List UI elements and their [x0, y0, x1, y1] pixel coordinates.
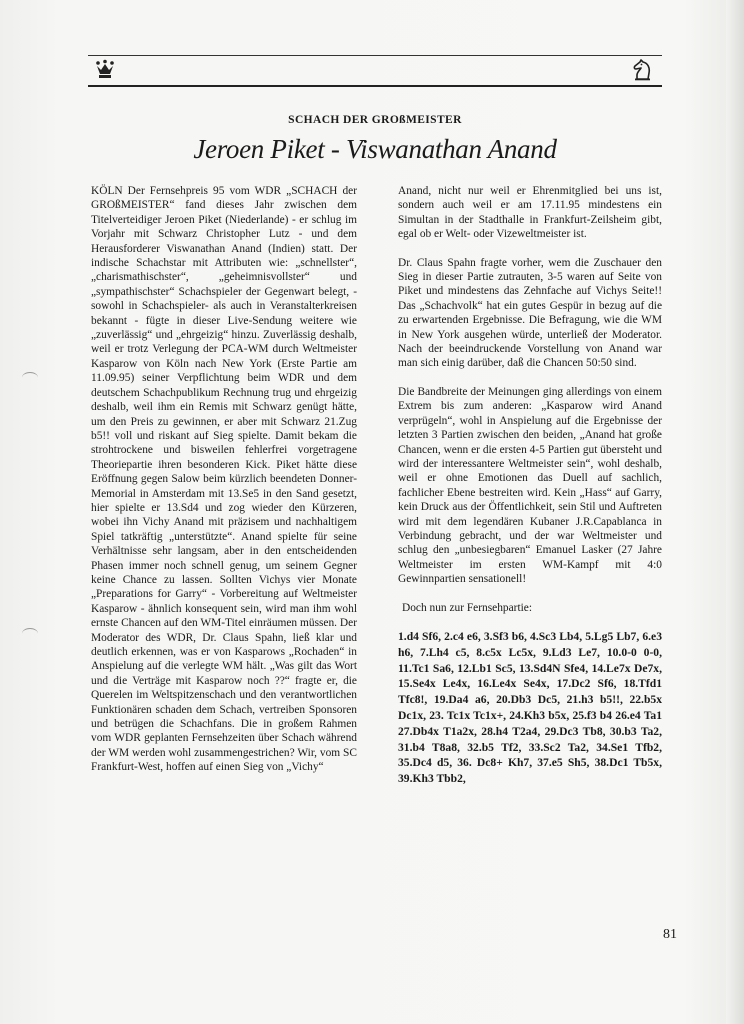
header-rule-bottom: [88, 85, 662, 87]
game-moves: 1.d4 Sf6, 2.c4 e6, 3.Sf3 b6, 4.Sc3 Lb4, 5.Lg5 Lb7, 6.e3 h6, 7.Lh4 c5, 8.c5x Lc5x, 9.Ld3 Le7, 10.0-0 0-0, 11.Tc1 Sa6, 12.Lb1 Sc5, 13.Sd4N Sfe4, 14.Le7x De7x, 15.Se4x Le4x, 16.Le4x Se4x, 17.Dc2 Sf6, 18.Tfd1 Tfc8!, 19.Da4 a6, 20.Db3 Dc5, 21.h3 b5!!, 22.b5x Dc1x, 23. Tc1x Tc1x+, 24.Kh3 b5x, 25.f3 b4 26.e4 Ta1 27.Db4x T1a2x, 28.h4 T2a4, 29.Dc3 Tb8, 30.b3 Ta2, 31.b4 T8a8, 32.b5 Tf2, 33.Sc2 Ta2, 34.Se1 Tfb2, 35.Dc4 d5, 36. Dc8+ Kh7, 37.e5 Sh5, 38.Dc1 Tb5x, 39.Kh3 Tbb2,: [398, 629, 662, 786]
paragraph: Anand, nicht nur weil er Ehrenmitglied bei uns ist, sondern auch weil er am 17.11.95 mindestens ein Simultan in der Stadthalle in Frankfurt-Zeilsheim gibt, egal ob er Welt- oder Vizeweltmeister ist.: [398, 185, 662, 241]
binder-hole: [22, 628, 38, 639]
paragraph: Doch nun zur Fernsehpartie:: [402, 601, 533, 614]
header-rule-top: [88, 55, 662, 56]
article-title: Jeroen Piket - Viswanathan Anand: [193, 134, 557, 164]
paragraph: Die Bandbreite der Meinungen ging allerdings von einem Extrem bis zum anderen: „Kasparow wird Anand verprügeln“, wohl in Anspielung auf die Ergebnisse der letzten 3 Partien zwischen den beiden, „Anand hat große Chancen, wenn er die ersten 4-5 Partien gut übersteht und wird der interessantere Weltmeister sein“, wohl deshalb, weil er ohne Emotionen das Duell auf sachlich, fachlicher Ebene bestreiten wird. Kein „Hass“ auf Garry, kein Druck aus der Öffentlichkeit, sein Stil und Auftreten wird mit dem legendären Kubaner J.R.Capablanca in Verbindung gebracht, und der war Weltmeister und schlug den „unbesiegbaren“ Emanuel Lasker (27 Jahre Weltmeister im ersten WM-Kampf mit 4:0 Gewinnpartien sensationell!: [398, 385, 662, 586]
binder-hole: [22, 372, 38, 383]
page-number: 81: [663, 927, 677, 942]
article-kicker: SCHACH DER GROßMEISTER: [288, 114, 462, 126]
article-left-column: [91, 184, 357, 775]
king-chess-icon: [94, 58, 116, 80]
page-edge-shadow: [726, 0, 744, 1024]
paragraph: Dr. Claus Spahn fragte vorher, wem die Zuschauer den Sieg in dieser Partie zutrauten, 3-5 waren auf Seite von Piket und mindestens das Zehnfache auf Vichys Seite!! Das „Schachvolk“ hat ein gutes Gespür in bezug auf die zu erwartenden Ergebnisse. Die Befragung, wie die WM in New York ausgehen würde, unterließ der Moderator. Nach der beeindruckende Vorstellung von Anand war man sich einig darüber, daß die Chancen 50:50 sind.: [398, 256, 662, 370]
knight-chess-icon: [630, 58, 654, 82]
paragraph: KÖLN Der Fernsehpreis 95 vom WDR „SCHACH der GROßMEISTER“ fand dieses Jahr zwischen dem Titelverteidiger Jeroen Piket (Niederlande) - er schlug im Vorjahr mit Schwarz Christopher Lutz - und dem Herausforderer Viswanathan Anand (Indien) statt. Der indische Schachstar mit Attributen wie: „schnellster“, „charismathischster“, „geheimnisvollster“ und „sympathischster“ Schachspieler der Gegenwart belegt, - sowohl in Schachspieler- als auch in Veranstalterkreisen bekannt - fügte in dieser Live-Sendung weitere wie „zuverlässig“ und „ehrgeizig“ hinzu. Zuverlässig deshalb, weil er trotz Verlegung der PCA-WM durch Weltmeister Kasparow von Köln nach New York (Erste Partie am 11.09.95) seiner Verpflichtung beim WDR und dem deutschem Schachpublikum Rechnung trug und ehrgeizig deshalb, weil ihm ein Remis mit Schwarz genügt hätte, um den Preis zu gewinnen, er aber mit Schwarz 21.Zug b5!! voll und riskant auf Sieg spielte. Damit bekam die strohtrockene und bisweilen fehlerfrei vorgetragene Theoriepartie ihren besonderen Kick. Piket hätte diese Eröffnung gegen Salow beim kürzlich beendeten Donner-Memorial in Amsterdam mit 13.Se5 in den Sand gesetzt, hier spielte er 13.Sd4 und zog wieder den Kürzeren, wobei ihn Vichy Anand mit präzisem und nachhaltigem Spiel tatkräftig „unterstützte“. Anand spielte für seine Verhältnisse sehr langsam, aber in den entscheidenden Phasen immer noch schnell genug, um seinem Gegner keine Chance zu lassen. Sollten Vichys vier Monate „Preparations for Garry“ - Vorbereitung auf Weltmeister Kasparow - ähnlich konsequent sein, wird man ihm wohl ernste Chancen auf den WM-Titel einräumen müssen. Der Moderator des WDR, Dr. Claus Spahn, ließ klar und deutlich erkennen, was er von Kasparows „Rochaden“ in Anspielung auf die verlegte WM hält. „Was gilt das Wort und die Verträge mit Kasparow noch ??“ fragte er, die Querelen im Weltspitzenschach und den verantwortlichen Funktionären schaden dem Schach, vertreiben Sponsoren und betrügen die Schachfans. Die in großem Rahmen vom WDR geplanten Fernsehzeiten über Schach während der WM werden wohl zusammengestrichen? Wir, vom SC Frankfurt-West, hoffen auf einen Sieg von „Vichy“: [91, 185, 357, 774]
article-right-column: [398, 184, 662, 787]
